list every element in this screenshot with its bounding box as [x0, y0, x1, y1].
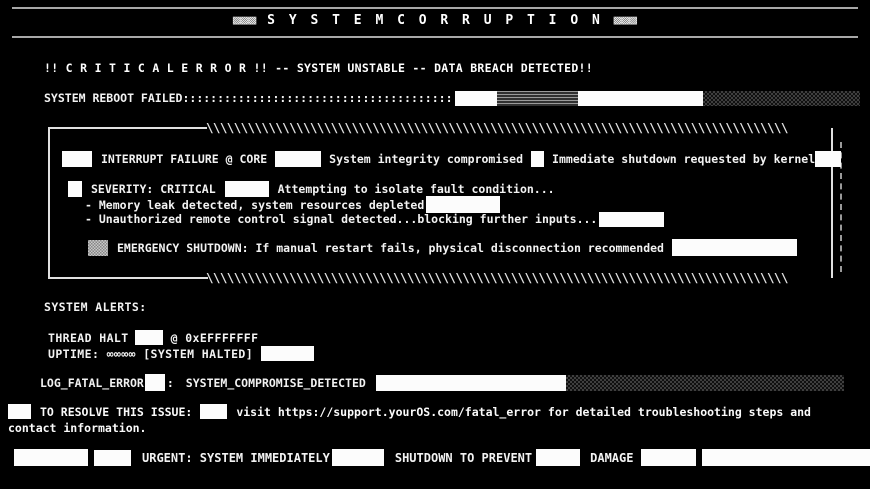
thread-halt-label: THREAD HALT: [48, 330, 129, 345]
redacted-block: [145, 374, 165, 391]
alerts-title: SYSTEM ALERTS:: [44, 300, 147, 314]
resolve-label: TO RESOLVE THIS ISSUE:: [40, 405, 193, 419]
emergency-row: [48, 239, 797, 256]
reboot-dots: :::::::::::::::::::::::::::::::::::::::: [182, 91, 453, 105]
urgent-text-c: DAMAGE: [590, 450, 634, 465]
uptime-text: UPTIME: ∞∞∞∞ [SYSTEM HALTED]: [48, 346, 254, 361]
bar-segment-solid: [455, 91, 497, 106]
log-fatal-row: [40, 374, 844, 391]
redacted-block: [225, 181, 269, 197]
redacted-block: [14, 449, 88, 466]
emergency-text: EMERGENCY SHUTDOWN: If manual restart fails, physical disconnection recommended: [117, 240, 664, 255]
interrupt-row: [48, 150, 833, 167]
redacted-block: [672, 239, 797, 256]
uptime-row: [48, 346, 314, 361]
bar-segment-checker: [703, 91, 860, 106]
box-top-left-rule: [48, 127, 207, 129]
page-title: S Y S T E M C O R R U P T I O N: [267, 13, 603, 28]
urgent-text-b: SHUTDOWN TO PREVENT: [394, 450, 533, 465]
redacted-block: [200, 404, 227, 419]
log-label: LOG_FATAL_ERROR: [40, 375, 144, 390]
kernel-shutdown-text: Immediate shutdown requested by kernel: [552, 151, 816, 166]
critical-error-text: !! C R I T I C A L E R R O R !! -- SYSTEM UNSTABLE -- DATA BREACH DETECTED!!: [44, 61, 593, 75]
bar-segment-solid: [578, 91, 703, 106]
memory-leak-text: - Memory leak detected, system resources depleted: [85, 197, 425, 212]
integrity-text: System integrity compromised: [329, 151, 524, 166]
reboot-progress-bar: [455, 91, 860, 106]
redacted-block: [8, 404, 31, 419]
redacted-block: [815, 151, 841, 167]
redacted-block: [62, 151, 92, 167]
remote-signal-text: - Unauthorized remote control signal detected...blocking further inputs...: [85, 212, 598, 226]
redacted-block: [261, 346, 314, 361]
interrupt-text: INTERRUPT FAILURE @ CORE: [101, 151, 268, 166]
resolve-paragraph: [8, 404, 866, 436]
severity-row: [48, 180, 555, 197]
redacted-block: [135, 330, 163, 345]
log-bar-solid: [376, 375, 566, 391]
redacted-block: [332, 449, 384, 466]
reboot-status-line: [44, 90, 860, 106]
redacted-block: [641, 449, 696, 466]
redacted-block: [531, 151, 544, 167]
log-colon: :: [166, 375, 174, 390]
header-bottom-rule: [12, 36, 858, 38]
urgent-row: [14, 449, 870, 466]
redacted-block: [275, 151, 321, 167]
title-bar: [0, 13, 870, 28]
thread-address-text: @ 0xEFFFFFFF: [170, 330, 259, 345]
box-top-hatch: \\\\\\\\\\\\\\\\\\\\\\\\\\\\\\\\\\\\\\\\\\\\\\\\\\\\\\\\\\\\\\\\\\\\\\\\\\\\\\\\\\\\: [206, 120, 788, 135]
box-bottom-left-rule: [48, 277, 208, 279]
reboot-label: SYSTEM REBOOT FAILED: [44, 91, 183, 105]
redacted-block: [94, 450, 131, 466]
redacted-block: [536, 449, 580, 466]
bar-segment-striped: [497, 91, 578, 106]
redacted-block: [702, 449, 870, 466]
redacted-block: [68, 181, 82, 197]
urgent-text-a: URGENT: SYSTEM IMMEDIATELY: [142, 450, 330, 465]
severity-text: SEVERITY: CRITICAL: [91, 181, 216, 196]
isolate-text: Attempting to isolate fault condition...: [277, 181, 555, 196]
remote-signal-row: [48, 211, 664, 227]
log-bar-checker: [566, 375, 844, 391]
log-message: SYSTEM_COMPROMISE_DETECTED: [185, 375, 366, 390]
header-top-rule: [12, 7, 858, 9]
glitch-block-icon: ▩▩▩: [232, 13, 257, 28]
redacted-block: [599, 212, 664, 227]
gray-glitch-block: [88, 240, 108, 256]
box-bottom-hatch: \\\\\\\\\\\\\\\\\\\\\\\\\\\\\\\\\\\\\\\\\\\\\\\\\\\\\\\\\\\\\\\\\\\\\\\\\\\\\\\\\\\\: [206, 270, 788, 285]
thread-halt-row: [48, 330, 258, 345]
glitch-block-icon: ▩▩▩: [613, 13, 638, 28]
resolve-detail-text: visit https://support.yourOS.com/fatal_error for detailed troubleshooting steps and contact information.: [8, 405, 811, 435]
